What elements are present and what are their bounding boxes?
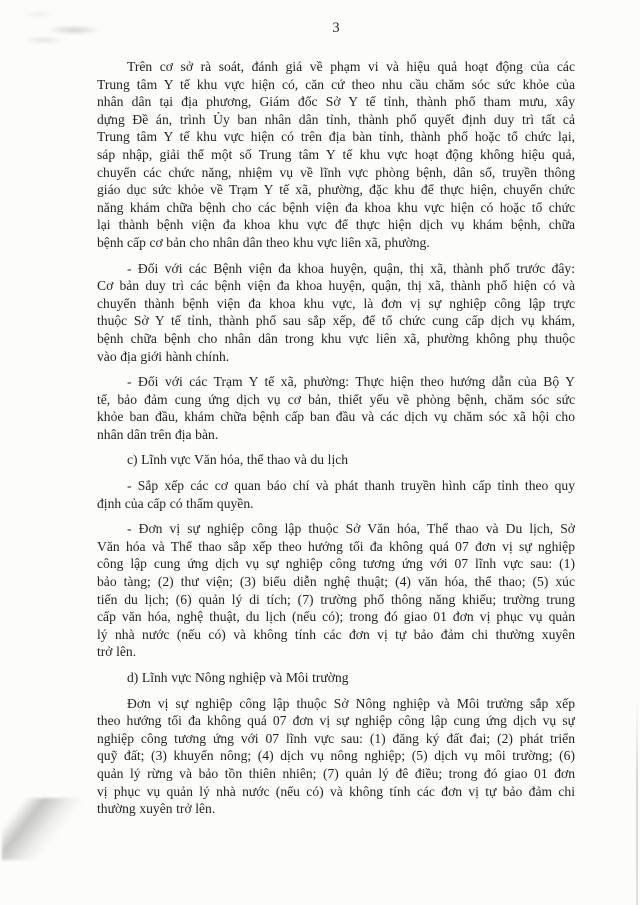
- text-line: năng khám chữa bệnh cho các bệnh viện đa khoa khu vực hiện có hoặc tổ chức: [97, 199, 575, 215]
- paragraph: [97, 695, 575, 818]
- page-number: 3: [332, 20, 340, 36]
- heading-line: d) Lĩnh vực Nông nghiệp và Môi trường: [127, 670, 349, 685]
- text-line: lý nhà nước (nếu có) và không tính các đơn vị tự bảo đảm chi thường xuyên: [97, 626, 575, 642]
- text-line: dựng Đề án, trình Ủy ban nhân dân tỉnh, thành phố quyết định duy trì tất cả: [97, 111, 575, 127]
- text-line: chuyển các chức năng, nhiệm vụ về lĩnh vực phòng bệnh, dân số, truyền thông: [97, 164, 575, 180]
- text-line: vào địa giới hành chính.: [97, 348, 230, 364]
- paragraph: [97, 260, 575, 366]
- heading-line: c) Lĩnh vực Văn hóa, thể thao và du lịch: [127, 452, 349, 468]
- section-heading: [97, 451, 575, 469]
- document-body: [97, 58, 575, 826]
- text-line: lại thành bệnh viện đa khoa khu vực để thực hiện dịch vụ khám bệnh, chữa: [97, 217, 575, 233]
- text-line: định của cấp có thẩm quyền.: [97, 495, 254, 511]
- text-line: công lập cung ứng dịch vụ sự nghiệp công tương ứng với 07 lĩnh vực sau: (1): [97, 556, 575, 572]
- text-line: Trung tâm Y tế khu vực hiện có trên địa bàn tỉnh, thành phố hoặc tổ chức lại,: [97, 129, 575, 145]
- text-line: cấp văn hóa, nghệ thuật, du lịch (nếu có); trong đó giao 01 đơn vị phục vụ quản: [97, 609, 575, 625]
- text-line: bảo tàng; (2) thư viện; (3) biểu diễn nghệ thuật; (4) văn hóa, thể thao; (5) xúc: [97, 574, 575, 590]
- text-line: chuyển thành bệnh viện đa khoa khu vực, là đơn vị sự nghiệp công lập trực: [97, 295, 575, 311]
- text-line: theo hướng tối đa không quá 07 đơn vị sự nghiệp công lập cung ứng dịch vụ sự: [97, 713, 575, 729]
- text-line: quản lý rừng và bảo tồn thiên nhiên; (7) quản lý đê điều; trong đó giao 01 đơn: [97, 765, 575, 781]
- section-heading: [97, 669, 575, 687]
- text-line: nhân dân tại địa phương, Giám đốc Sở Y tế tỉnh, thành phố tham mưu, xây: [97, 94, 575, 110]
- text-line: giáo dục sức khỏe về Trạm Y tế xã, phường, đặc khu để thực hiện, chuyển chức: [97, 182, 575, 198]
- text-line: nghiệp công tương ứng với 07 lĩnh vực sau: (1) đăng ký đất đai; (2) phát triển: [97, 730, 575, 746]
- text-line: quỹ đất; (3) khuyến nông; (4) dịch vụ nông nghiệp; (5) dịch vụ môi trường; (6): [97, 748, 575, 764]
- text-line: - Đối với các Trạm Y tế xã, phường: Thực hiện theo hướng dẫn của Bộ Y: [127, 374, 575, 390]
- text-line: Trên cơ sở rà soát, đánh giá về phạm vi và hiệu quả hoạt động của các: [127, 59, 575, 74]
- text-line: khỏe ban đầu, khám chữa bệnh cấp ban đầu và các dịch vụ chăm sóc xã hội cho: [97, 409, 575, 425]
- text-line: bệnh chữa bệnh cho nhân dân trong khu vực liên xã, phường không phụ thuộc: [97, 330, 575, 346]
- text-line: - Sắp xếp các cơ quan báo chí và phát thanh truyền hình cấp tỉnh theo quy: [127, 478, 575, 494]
- text-line: sáp nhập, giải thể một số Trung tâm Y tế khu vực hoạt động không hiệu quả,: [97, 146, 575, 162]
- text-line: nhân dân trên địa bàn.: [97, 426, 219, 442]
- scan-smudge-bottom-left: [2, 798, 82, 860]
- text-line: Văn hóa và Thể thao sắp xếp theo hướng tối đa không quá 07 đơn vị sự nghiệp: [97, 538, 575, 554]
- paragraph: [97, 520, 575, 661]
- text-line: Cơ bản duy trì các bệnh viện đa khoa huyện, quận, thị xã, thành phố hiện có và: [97, 278, 575, 294]
- scan-smudge-top-left: [14, 4, 104, 48]
- text-line: Đơn vị sự nghiệp công lập thuộc Sở Nông nghiệp và Môi trường sắp xếp: [127, 695, 575, 711]
- text-line: tế, bảo đảm cung ứng dịch vụ cơ bản, thiết yếu về phòng bệnh, chăm sóc sức: [97, 391, 575, 407]
- text-line: trở lên.: [97, 644, 137, 660]
- paragraph: [97, 373, 575, 443]
- text-line: - Đơn vị sự nghiệp công lập thuộc Sở Văn hóa, Thể thao và Du lịch, Sở: [127, 521, 575, 537]
- text-line: thường xuyên trở lên.: [97, 801, 216, 817]
- text-line: tiến du lịch; (6) quản lý di tích; (7) trường phổ thông năng khiếu; trường trung: [97, 591, 575, 607]
- text-line: thuộc Sở Y tế tỉnh, thành phố sau sắp xếp, để tổ chức cung cấp dịch vụ khám,: [97, 313, 575, 329]
- text-line: bệnh cấp cơ bản cho nhân dân theo khu vực liên xã, phường.: [97, 234, 430, 250]
- text-line: vị phục vụ quản lý nhà nước (nếu có) và không tính các đơn vị tự bảo đảm chi: [97, 783, 575, 799]
- paragraph: [97, 477, 575, 512]
- scan-edge-line-right: [636, 700, 638, 905]
- text-line: Trung tâm Y tế khu vực hiện có, căn cứ theo nhu cầu chăm sóc sức khỏe của: [97, 76, 575, 92]
- text-line: - Đối với các Bệnh viện đa khoa huyện, quận, thị xã, thành phố trước đây:: [127, 260, 575, 276]
- paragraph: [97, 58, 575, 252]
